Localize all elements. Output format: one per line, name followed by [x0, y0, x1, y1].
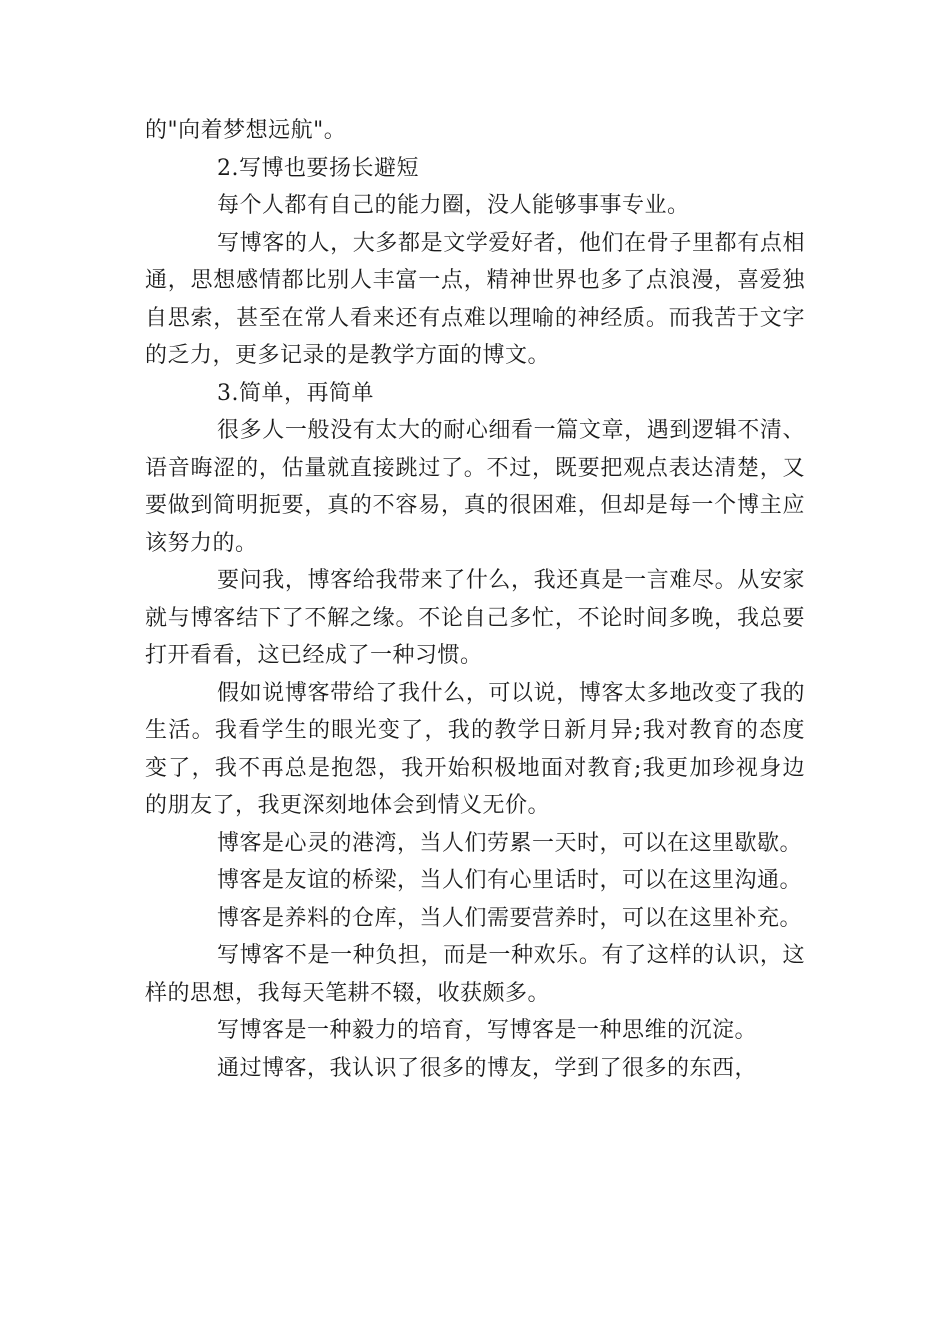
paragraph: 博客是友谊的桥梁，当人们有心里话时，可以在这里沟通。 — [217, 868, 803, 893]
paragraph: 写博客不是一种负担，而是一种欢乐。有了这样的认识，这样的思想，我每天笔耕不辍，收获颇多。 — [145, 943, 805, 1006]
paragraph-continuation: 的"向着梦想远航"。 — [145, 118, 347, 143]
paragraph: 写博客是一种毅力的培育，写博客是一种思维的沉淀。 — [217, 1018, 758, 1043]
paragraph: 很多人一般没有太大的耐心细看一篇文章，遇到逻辑不清、语音晦涩的，估量就直接跳过了。不过，既要把观点表达清楚，又要做到简明扼要，真的不容易，真的很困难，但却是每一个博主应该努力的。 — [145, 418, 805, 556]
paragraph: 要问我，博客给我带来了什么，我还真是一言难尽。从安家就与博客结下了不解之缘。不论自己多忙，不论时间多晚，我总要打开看看，这已经成了一种习惯。 — [145, 568, 805, 668]
paragraph: 假如说博客带给了我什么，可以说，博客太多地改变了我的生活。我看学生的眼光变了，我的教学日新月异;我对教育的态度变了，我不再总是抱怨，我开始积极地面对教育;我更加珍视身边的朋友了，我更深刻地体会到情义无价。 — [145, 680, 805, 818]
document-body — [145, 112, 805, 1087]
section-heading-3: 3.简单，再简单 — [217, 380, 374, 406]
paragraph: 通过博客，我认识了很多的博友，学到了很多的东西， — [217, 1055, 758, 1081]
section-heading-2: 2.写博也要扬长避短 — [217, 155, 419, 181]
paragraph: 博客是心灵的港湾，当人们劳累一天时，可以在这里歇歇。 — [217, 830, 803, 856]
paragraph: 写博客的人，大多都是文学爱好者，他们在骨子里都有点相通，思想感情都比别人丰富一点，精神世界也多了点浪漫，喜爱独自思索，甚至在常人看来还有点难以理喻的神经质。而我苦于文字的乏力，更多记录的是教学方面的博文。 — [145, 230, 805, 368]
paragraph: 每个人都有自己的能力圈，没人能够事事专业。 — [217, 193, 690, 218]
paragraph: 博客是养料的仓库，当人们需要营养时，可以在这里补充。 — [217, 905, 803, 931]
